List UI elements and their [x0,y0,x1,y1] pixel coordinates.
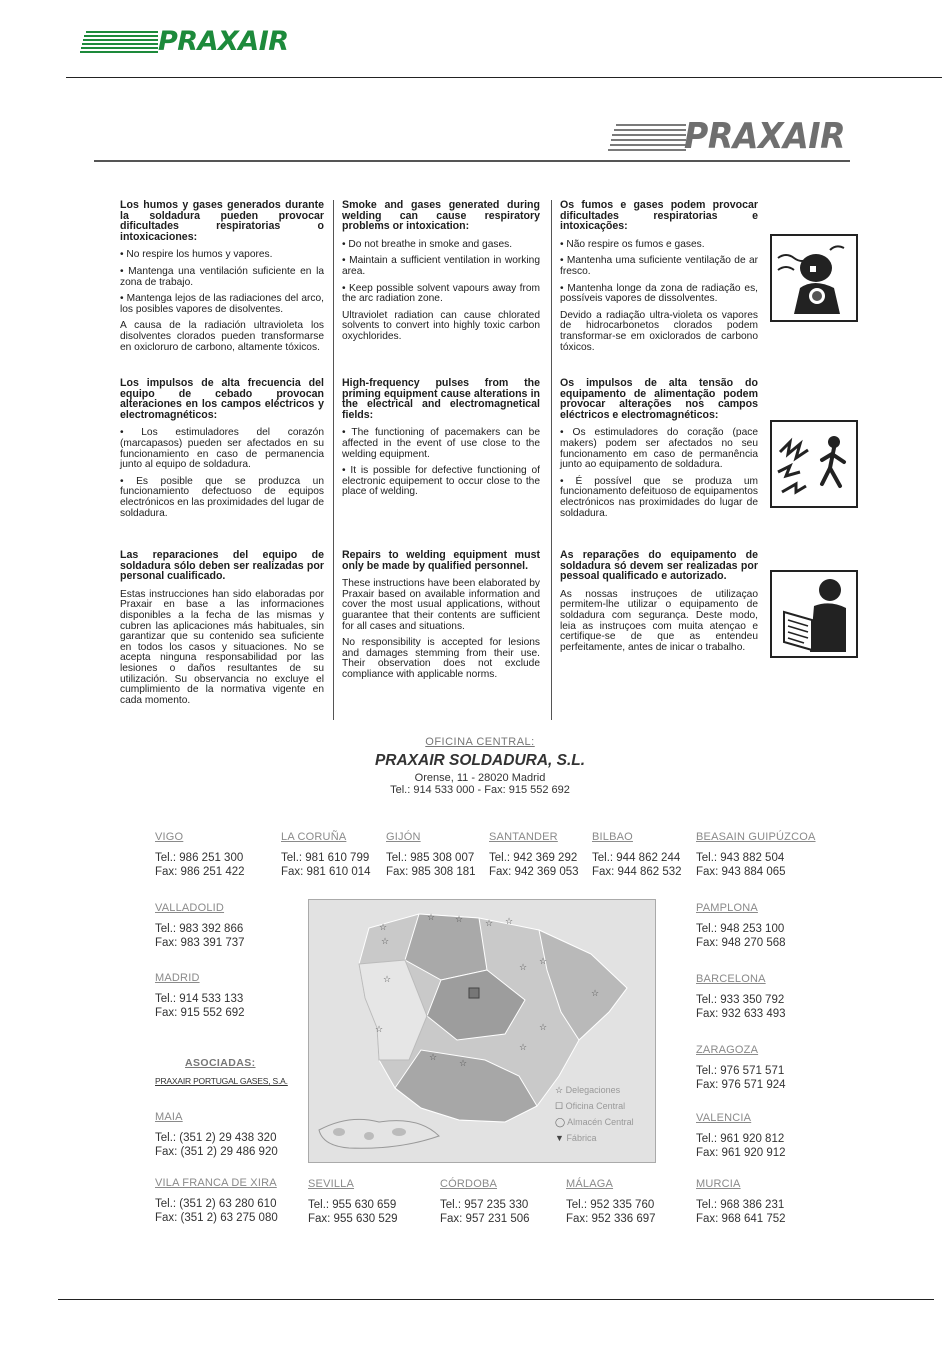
triangle-icon: ▼ [555,1133,564,1143]
read-instructions-icon [770,570,858,658]
office-city: PAMPLONA [696,902,758,914]
office-city: MADRID [155,972,200,984]
office-fax: Fax: 976 571 924 [696,1079,786,1091]
svg-text:☆: ☆ [379,923,388,933]
svg-text:☆: ☆ [519,1043,528,1053]
svg-text:☆: ☆ [455,915,464,925]
section-title: Las reparaciones del equipo de soldadura sólo deben ser realizadas por personal cualificado. [120,549,324,583]
office-tel: Tel.: 985 308 007 [386,851,475,864]
office-city: SANTANDER [489,831,558,843]
office-fax: Fax: (351 2) 29 486 920 [155,1146,278,1158]
office-pamplona [696,901,786,951]
office-tel: Tel.: 955 630 659 [308,1198,397,1211]
paragraph: As nossas instruçoes de utilizaçao permitem-lhe utilizar o equipamento de soldadura com segurança. Deste modo, leia as instruçoes com muita atençao e certifique-se de que as entendeu perfeitamente, antes de inicar o trabalho. [560,588,758,653]
office-cordoba [440,1177,530,1227]
svg-text:☆: ☆ [429,1053,438,1063]
office-tel: Tel.: 942 369 292 [489,851,578,864]
office-tel: Tel.: 983 392 866 [155,922,244,935]
office-tel: Tel.: 948 253 100 [696,922,785,935]
office-fax: Fax: 952 336 697 [566,1213,656,1225]
section-title: Smoke and gases generated during welding can cause respiratory problems or intoxication: [342,199,540,233]
office-tel: Tel.: 976 571 571 [696,1064,785,1077]
inner-brand-name: PRAXAIR [684,116,846,157]
headquarters-address: Orense, 11 - 28020 Madrid [414,772,546,784]
paragraph: • Mantenha longe da zona de radiação es, possíveis vapores de dissolventes. [560,282,758,305]
fume-inhalation-warning-icon [770,234,858,322]
iberia-map [308,899,656,1163]
office-city: MAIA [155,1111,183,1123]
paragraph: No responsibility is accepted for lesions and damages stemming from their use. Their observation does not exclude compliance with applicable norms. [342,637,540,680]
office-gijon [386,830,476,880]
svg-text:☆: ☆ [519,963,528,973]
office-city: VALLADOLID [155,902,225,914]
legend-label: Almacén Central [567,1117,634,1127]
office-city: GIJÓN [386,831,421,843]
office-fax: Fax: (351 2) 63 275 080 [155,1212,278,1224]
office-fax: Fax: 985 308 181 [386,866,476,878]
office-city: SEVILLA [308,1178,355,1190]
office-murcia [696,1177,786,1227]
column-spanish [120,378,324,525]
paragraph: • Mantenga lejos de las radiaciones del arco, los posibles vapores de disolventes. [120,293,324,315]
office-city: VIGO [155,831,184,843]
office-city: LA CORUÑA [281,831,347,843]
column-portuguese [560,200,758,359]
office-fax: Fax: 944 862 532 [592,866,682,878]
office-maia [155,1110,278,1160]
paragraph: • Es posible que se produzca un funcionamiento defectuoso de equipos electrónicos en las proximidades del lugar de soldadura. [120,475,324,519]
office-sevilla [308,1177,398,1227]
svg-text:☆: ☆ [539,957,548,967]
section-title: As reparações do equipamento de soldadura só devem ser realizadas por pessoal qualificado e autorizado. [560,549,758,583]
header-rule [66,77,942,78]
office-city: MÁLAGA [566,1178,614,1190]
svg-text:☆: ☆ [591,989,600,999]
column-divider [551,200,552,720]
office-fax: Fax: 968 641 752 [696,1213,786,1225]
headquarters [330,736,630,796]
office-fax: Fax: 948 270 568 [696,937,786,949]
logo-stripes-icon [608,122,686,152]
circle-icon: ◯ [555,1117,566,1127]
office-valencia [696,1111,786,1161]
inner-logo [608,118,858,158]
legend-label: Oficina Central [565,1101,626,1111]
paragraph: These instructions have been elaborated by Praxair based on available information and cover the most usual applications, without guarantee that their contents are sufficient for all cases and situations. [342,578,540,632]
office-city: ZARAGOZA [696,1044,759,1056]
section-title: Los impulsos de alta frecuencia del equipo de cebado provocan alteraciones en los campos eléctricos y electromagnéticos: [120,377,324,421]
office-fax: Fax: 932 633 493 [696,1008,786,1020]
paragraph: Ultraviolet radiation can cause chlorated solvents to convert into highly toxic carbon oxychlorides. [342,309,540,342]
office-tel: Tel.: 933 350 792 [696,993,785,1006]
star-icon: ☆ [555,1085,564,1095]
paragraph: • Maintain a sufficient ventilation in working area. [342,255,540,277]
column-english [342,378,540,504]
column-english [342,550,540,687]
office-city: BEASAIN GUIPÚZCOA [696,831,816,843]
office-fax: Fax: 981 610 014 [281,866,371,878]
column-divider [333,200,334,720]
office-bilbao [592,830,682,880]
paragraph: • Keep possible solvent vapours away from the arc radiation zone. [342,282,540,305]
paragraph: • Los estimuladores del corazón (marcapasos) pueden ser afectados en su funcionamiento en caso de permanencia junto al equipo de soldadura. [120,427,324,471]
office-city: MURCIA [696,1178,741,1190]
office-santander [489,830,579,880]
paragraph: A causa de la radiación ultravioleta los disolventes clorados pueden transformarse en oxicloruro de carbono, altamente tóxicos. [120,320,324,353]
office-malaga [566,1177,656,1227]
headquarters-company: PRAXAIR SOLDADURA, S.L. [374,752,586,769]
office-tel: Tel.: 943 882 504 [696,851,785,864]
paragraph: • Os estimuladores do coração (pace makers) podem ser afectados no seu funcionamento em caso de permanência junto ao equipamento de soldadura. [560,427,758,471]
paragraph: • The functioning of pacemakers can be affected in the event of use close to the welding equipment. [342,427,540,460]
map-legend [555,1082,634,1146]
office-city: BARCELONA [696,973,766,985]
paragraph: • It is possible for defective functioning of electronic equipement to occur close to the place of welding. [342,465,540,498]
office-tel: Tel.: 944 862 244 [592,851,681,864]
legend-item [555,1114,634,1130]
office-tel: Tel.: 961 920 812 [696,1132,785,1145]
header-logo [80,26,310,58]
paragraph: Devido a radiação ultra-violeta os vapores de hidrocarbonetos clorados podem transformar-se em oxiclorados de carbono tóxicos. [560,309,758,353]
office-city: BILBAO [592,831,633,843]
column-portuguese [560,550,758,659]
legend-label: Fábrica [566,1133,597,1143]
paragraph: • Mantenha uma suficiente ventilação de ar fresco. [560,255,758,277]
legend-item [555,1098,634,1114]
office-city: VILA FRANCA DE XIRA [155,1177,277,1189]
office-tel: Tel.: 968 386 231 [696,1198,785,1211]
paragraph: • Do not breathe in smoke and gases. [342,238,513,250]
column-portuguese [560,378,758,525]
legend-item [555,1082,634,1098]
paragraph: • É possível que se produza um funcionamento defeituoso de equipamentos electrónicos nas proximidades do lugar de soldadura. [560,475,758,519]
office-vila-franca [155,1176,278,1226]
column-english [342,200,540,349]
section-title: Los humos y gases generados durante la soldadura pueden provocar dificultades respiratorias o intoxicaciones: [120,199,324,243]
pacemaker-warning-icon [770,420,858,508]
paragraph: • No respire los humos y vapores. [120,249,273,261]
office-fax: Fax: 986 251 422 [155,866,245,878]
office-tel: Tel.: 986 251 300 [155,851,244,864]
legend-item [555,1130,634,1146]
svg-text:☆: ☆ [539,1023,548,1033]
section-title: Repairs to welding equipment must only be made by qualified personnel. [342,549,540,572]
section-title: Os fumos e gases podem provocar dificultades respiratorias e intoxicações: [560,199,758,233]
office-city: CÓRDOBA [440,1178,498,1190]
associated-label: ASOCIADAS: [185,1057,256,1069]
office-barcelona [696,972,786,1022]
column-spanish [120,200,324,359]
office-valladolid [155,901,245,951]
svg-text:☆: ☆ [375,1025,384,1035]
paragraph: • Não respire os fumos e gases. [560,238,705,250]
svg-text:☆: ☆ [459,1059,468,1069]
office-fax: Fax: 915 552 692 [155,1007,245,1019]
brand-name: PRAXAIR [158,26,289,57]
svg-text:☆: ☆ [485,919,494,929]
column-spanish [120,550,324,712]
section-title: High-frequency pulses from the priming equipment cause alterations in the electrical and electromagnetical fields: [342,377,540,421]
office-tel: Tel.: 981 610 799 [281,851,370,864]
office-city: VALENCIA [696,1112,752,1124]
office-la-coruna [281,830,371,880]
svg-text:☆: ☆ [383,975,392,985]
office-fax: Fax: 942 369 053 [489,866,579,878]
square-icon: ☐ [555,1101,564,1111]
svg-text:☆: ☆ [427,913,436,923]
logo-stripes-icon [80,30,160,54]
headquarters-label: OFICINA CENTRAL: [425,736,535,748]
svg-text:☆: ☆ [381,937,390,947]
office-vigo [155,830,245,880]
footer-rule [58,1299,934,1300]
office-fax: Fax: 961 920 912 [696,1147,786,1159]
section-title: Os impulsos de alta tensão do equipamento de alimentação podem provocar alterações nos campos eléctricos e electromagnéticos: [560,377,758,421]
headquarters-phone: Tel.: 914 533 000 - Fax: 915 552 692 [390,784,570,796]
paragraph: Estas instrucciones han sido elaboradas por Praxair en base a las informaciones disponibles a la fecha de las mismas y cubren las aplicaciones más habituales, sin garantizar que su contenido sea suficiente en todos los casos y situaciones. No se acepta ninguna responsabilidad por las lesiones o daños resultantes de su utilización. Su observancia no excluye el cumplimiento de la normativa vigente en cada momento. [120,588,324,706]
office-tel: Tel.: (351 2) 29 438 320 [155,1131,277,1144]
svg-text:☆: ☆ [505,917,514,927]
office-madrid [155,971,245,1021]
office-tel: Tel.: 914 533 133 [155,992,244,1005]
office-zaragoza [696,1043,786,1093]
office-tel: Tel.: 957 235 330 [440,1198,529,1211]
office-fax: Fax: 955 630 529 [308,1213,398,1225]
legend-label: Delegaciones [565,1085,621,1095]
office-fax: Fax: 983 391 737 [155,937,245,949]
associated-company: PRAXAIR PORTUGAL GASES, S.A. [155,1076,288,1086]
office-tel: Tel.: (351 2) 63 280 610 [155,1197,277,1210]
paragraph: • Mantenga una ventilación suficiente en la zona de trabajo. [120,265,324,288]
office-fax: Fax: 957 231 506 [440,1213,530,1225]
office-beasain [696,830,816,880]
office-tel: Tel.: 952 335 760 [566,1198,655,1211]
office-fax: Fax: 943 884 065 [696,866,786,878]
inner-rule [94,160,850,162]
